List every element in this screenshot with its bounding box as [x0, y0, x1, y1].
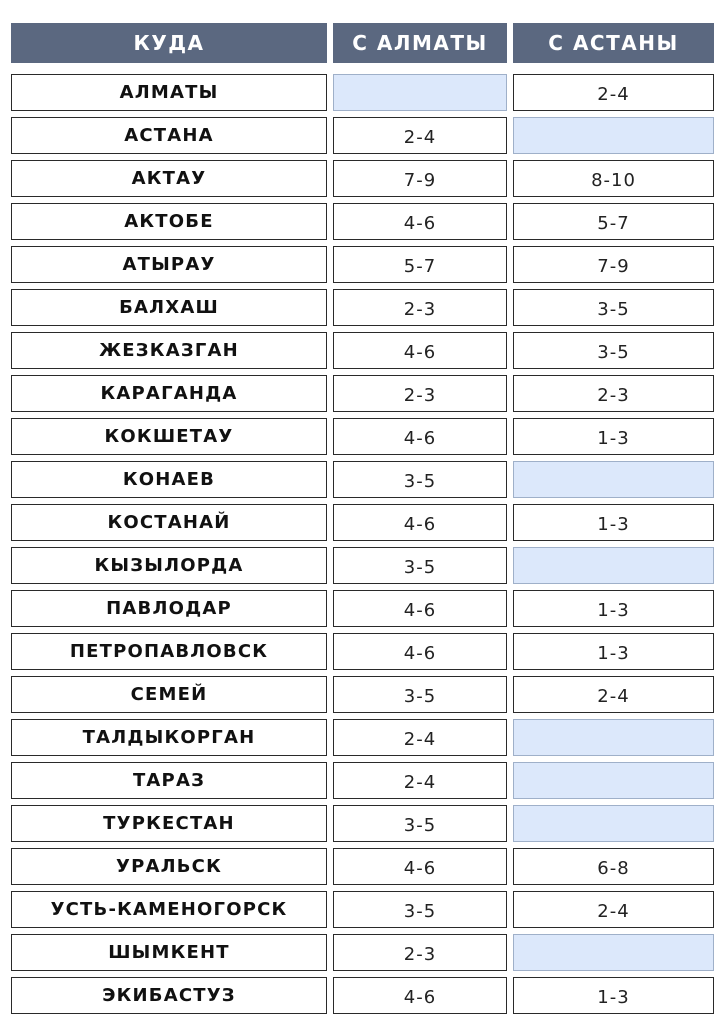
from-almaty-cell: 2-3: [333, 289, 507, 326]
from-almaty-cell: 4-6: [333, 504, 507, 541]
city-cell: АКТОБЕ: [11, 203, 327, 240]
table-row: [11, 246, 714, 289]
from-astana-cell: [513, 547, 714, 584]
city-cell: АКТАУ: [11, 160, 327, 197]
city-cell: СЕМЕЙ: [11, 676, 327, 713]
city-cell: ЖЕЗКАЗГАН: [11, 332, 327, 369]
header-from-astana: С АСТАНЫ: [513, 23, 714, 63]
city-cell: УРАЛЬСК: [11, 848, 327, 885]
city-cell: УСТЬ-КАМЕНОГОРСК: [11, 891, 327, 928]
from-astana-cell: 7-9: [513, 246, 714, 283]
from-astana-cell: 1-3: [513, 504, 714, 541]
table-row: [11, 418, 714, 461]
table-row: [11, 805, 714, 848]
from-almaty-cell: 2-4: [333, 719, 507, 756]
from-astana-cell: 2-4: [513, 74, 714, 111]
from-astana-cell: 6-8: [513, 848, 714, 885]
from-almaty-cell: 3-5: [333, 676, 507, 713]
table-row: [11, 977, 714, 1020]
table-row: [11, 74, 714, 117]
from-astana-cell: [513, 805, 714, 842]
table-header: [11, 23, 714, 63]
city-cell: БАЛХАШ: [11, 289, 327, 326]
from-almaty-cell: 3-5: [333, 805, 507, 842]
from-almaty-cell: 4-6: [333, 332, 507, 369]
city-cell: КОКШЕТАУ: [11, 418, 327, 455]
city-cell: ШЫМКЕНТ: [11, 934, 327, 971]
table-row: [11, 375, 714, 418]
from-almaty-cell: 2-3: [333, 375, 507, 412]
from-astana-cell: 1-3: [513, 977, 714, 1014]
table-row: [11, 332, 714, 375]
table-row: [11, 891, 714, 934]
city-cell: ЭКИБАСТУЗ: [11, 977, 327, 1014]
from-almaty-cell: 4-6: [333, 590, 507, 627]
from-astana-cell: 3-5: [513, 332, 714, 369]
table-row: [11, 203, 714, 246]
table-row: [11, 461, 714, 504]
from-astana-cell: 3-5: [513, 289, 714, 326]
city-cell: ТУРКЕСТАН: [11, 805, 327, 842]
from-almaty-cell: 7-9: [333, 160, 507, 197]
from-astana-cell: 1-3: [513, 418, 714, 455]
header-from-almaty: С АЛМАТЫ: [333, 23, 507, 63]
city-cell: ТАЛДЫКОРГАН: [11, 719, 327, 756]
from-almaty-cell: 4-6: [333, 203, 507, 240]
from-astana-cell: [513, 762, 714, 799]
table-row: [11, 633, 714, 676]
from-astana-cell: 2-4: [513, 891, 714, 928]
table-row: [11, 719, 714, 762]
from-almaty-cell: 4-6: [333, 633, 507, 670]
from-almaty-cell: 2-4: [333, 117, 507, 154]
from-almaty-cell: 2-3: [333, 934, 507, 971]
city-cell: АСТАНА: [11, 117, 327, 154]
city-cell: АТЫРАУ: [11, 246, 327, 283]
table-row: [11, 848, 714, 891]
table-row: [11, 590, 714, 633]
table-row: [11, 117, 714, 160]
from-almaty-cell: 4-6: [333, 848, 507, 885]
table-row: [11, 289, 714, 332]
header-destination: КУДА: [11, 23, 327, 63]
table-row: [11, 547, 714, 590]
from-almaty-cell: 5-7: [333, 246, 507, 283]
table-row: [11, 934, 714, 977]
city-cell: АЛМАТЫ: [11, 74, 327, 111]
from-astana-cell: 8-10: [513, 160, 714, 197]
from-astana-cell: 1-3: [513, 633, 714, 670]
from-astana-cell: [513, 719, 714, 756]
from-astana-cell: [513, 934, 714, 971]
table-row: [11, 160, 714, 203]
from-almaty-cell: 3-5: [333, 891, 507, 928]
from-almaty-cell: 4-6: [333, 977, 507, 1014]
city-cell: КЫЗЫЛОРДА: [11, 547, 327, 584]
from-almaty-cell: 3-5: [333, 461, 507, 498]
from-almaty-cell: 3-5: [333, 547, 507, 584]
table-body: [11, 74, 714, 1020]
city-cell: КАРАГАНДА: [11, 375, 327, 412]
from-astana-cell: 1-3: [513, 590, 714, 627]
table-row: [11, 676, 714, 719]
from-astana-cell: 2-3: [513, 375, 714, 412]
from-almaty-cell: 4-6: [333, 418, 507, 455]
table-row: [11, 504, 714, 547]
from-astana-cell: 2-4: [513, 676, 714, 713]
city-cell: КОСТАНАЙ: [11, 504, 327, 541]
city-cell: ТАРАЗ: [11, 762, 327, 799]
from-astana-cell: [513, 117, 714, 154]
city-cell: ПАВЛОДАР: [11, 590, 327, 627]
from-almaty-cell: [333, 74, 507, 111]
from-astana-cell: 5-7: [513, 203, 714, 240]
city-cell: КОНАЕВ: [11, 461, 327, 498]
from-almaty-cell: 2-4: [333, 762, 507, 799]
table-row: [11, 762, 714, 805]
city-cell: ПЕТРОПАВЛОВСК: [11, 633, 327, 670]
from-astana-cell: [513, 461, 714, 498]
